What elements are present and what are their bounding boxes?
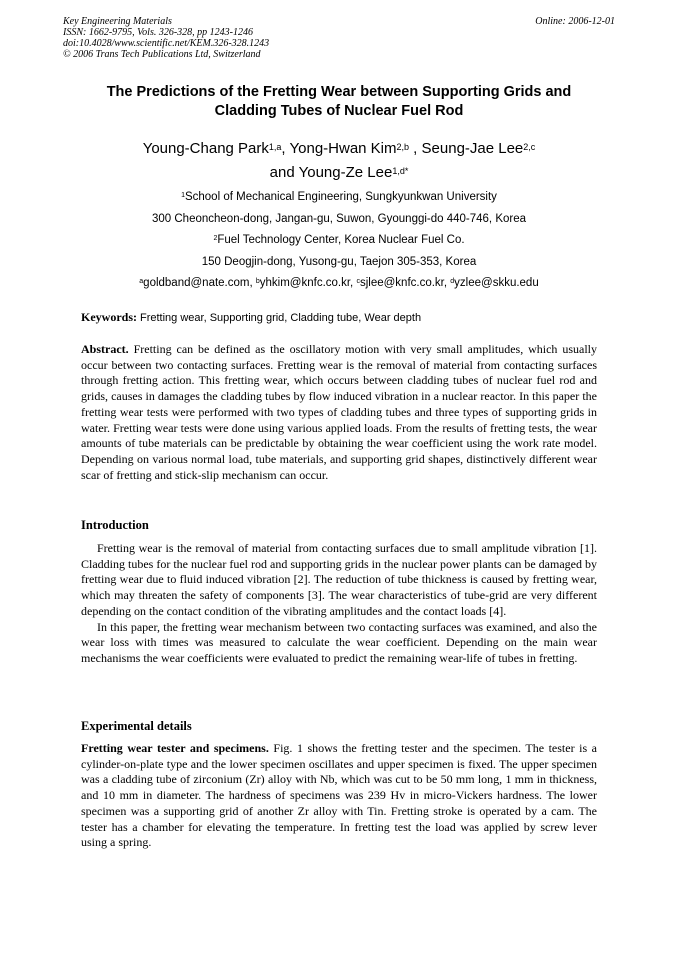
email-marker: b — [255, 278, 260, 285]
experimental-heading: Experimental details — [81, 719, 192, 733]
journal-name: Key Engineering Materials — [63, 16, 172, 27]
abstract — [81, 342, 597, 483]
author-name: Yong-Hwan Kim — [289, 140, 397, 157]
email-line — [60, 273, 618, 295]
author-superscript: 1,d* — [392, 166, 409, 176]
address-2: 150 Deogjin-dong, Yusong-gu, Taejon 305-353, Korea — [201, 255, 477, 268]
email-marker: a — [139, 278, 144, 285]
author-superscript: 2,b — [396, 142, 410, 152]
experimental-lead: Fretting wear tester and specimens. — [81, 741, 269, 755]
address-1: 300 Cheoncheon-dong, Jangan-gu, Suwon, Gyounggi-do 440-746, Korea — [151, 212, 527, 225]
author-list — [60, 137, 618, 185]
email-link[interactable]: sjlee@knfc.co.kr, — [359, 277, 448, 289]
journal-header — [63, 16, 269, 60]
abstract-text: Fretting can be defined as the oscillatory motion with very small amplitudes, which usually occur between two contacting surfaces. Fretting wear is the removal of material from contacting surfaces through fretting action. This fretting wear, which occurs between cladding tubes of nuclear fuel rod and grids, causes in damages the cladding tubes by flow induced vibration in a nuclear reactor. In this paper the fretting wear tests were performed with two types of cladding tubes and three types of supporting grids in water. Fretting wear tests were done using various applied loads. From the results of fretting tests, the wear amounts of tube materials can be predictable by obtaining the wear coefficient using the work rate model. Depending on various normal load, tube materials, and supporting grid shapes, distinctively different wear scar of fretting and stick-slip mechanism can occur. — [81, 342, 598, 482]
author-name: Seung-Jae Lee — [421, 140, 524, 157]
author-line-1: Young-Chang Park$^{1,a}$, Yong-Hwan Kim$^{2,b}$ , Seung-Jae Lee$^{2,c}$ — [142, 140, 536, 157]
email-link[interactable]: yzlee@skku.edu — [454, 277, 539, 289]
keywords-label: Keywords: — [81, 310, 137, 324]
affiliation-text: School of Mechanical Engineering, Sungkyunkwan University — [184, 191, 497, 203]
doi-line: doi:10.4028/www.scientific.net/KEM.326-328.1243 — [63, 38, 270, 49]
introduction-heading: Introduction — [81, 518, 149, 532]
title-line-2: Cladding Tubes of Nuclear Fuel Rod — [214, 103, 464, 119]
experimental-body — [81, 741, 597, 851]
affiliation-2 — [60, 230, 618, 252]
issn-line: ISSN: 1662-9795, Vols. 326-328, pp 1243-1246 — [63, 27, 253, 38]
paper-title — [60, 83, 618, 121]
email-link[interactable]: yhkim@knfc.co.kr, — [259, 277, 354, 289]
author-superscript: 2,c — [523, 142, 536, 152]
introduction-body — [81, 541, 597, 667]
author-conjunction: and — [269, 164, 295, 181]
keywords — [81, 310, 601, 325]
author-name: Young-Ze Lee — [298, 164, 393, 181]
introduction-paragraph-1: Fretting wear is the removal of material from contacting surfaces due to small amplitude vibration [1]. Cladding tubes for the nuclear fuel rod and supporting grids in the nuclear power plants can be damaged by fretting wear due to fluid induced vibration [2]. The reduction of tube thickness is caused by fretting wear, which may threaten the safety of components [3]. The wear characteristics of tube-grid are very different depending on the contact condition of the vibrating amplitudes and the contact loads [4]. — [81, 541, 597, 618]
title-line-1: The Predictions of the Fretting Wear between Supporting Grids and — [106, 84, 572, 100]
experimental-text: Fig. 1 shows the fretting tester and the specimen. The tester is a cylinder-on-plate type and the lower specimen oscillates and upper specimen is fixed. The upper specimen was a cladding tube of zirconium (Zr) alloy with Nb, which was cut to be 50 mm long, 1 mm in thickness, and 10 mm in diameter. The hardness of specimens was 239 Hv in micro-Vickers hardness. The lower specimen was a supporting grid of another Zr alloy with Tin. Fretting stroke is operated by a cam. The tester has a chamber for elevating the temperature. In fretting test the load was applied by screw lever using a spring. — [81, 741, 598, 850]
keywords-text: Fretting wear, Supporting grid, Cladding tube, Wear depth — [140, 312, 422, 324]
email-marker: c — [356, 278, 360, 285]
email-marker: d — [450, 278, 455, 285]
affiliation-text: Fuel Technology Center, Korea Nuclear Fuel Co. — [217, 234, 465, 246]
affiliation-1 — [60, 187, 618, 209]
author-superscript: 1,a — [268, 142, 282, 152]
affiliation-marker: 2 — [213, 235, 218, 242]
introduction-paragraph-2: In this paper, the fretting wear mechanism between two contacting surfaces was examined, and also the wear loss with times was measured to calculate the wear coefficient. Depending on the main wear mechanisms the wear coefficients were evaluated to predict the remaining wear-life of tubes in fretting. — [81, 619, 597, 665]
author-line-2 — [60, 161, 618, 185]
email-link[interactable]: goldband@nate.com, — [143, 277, 253, 289]
affiliation-marker: 1 — [181, 192, 185, 199]
author-name: Young-Chang Park — [142, 140, 269, 157]
copyright-line: © 2006 Trans Tech Publications Ltd, Switzerland — [63, 49, 261, 60]
online-date: Online: 2006-12-01 — [535, 16, 615, 27]
abstract-label: Abstract. — [81, 342, 129, 356]
affiliations — [60, 187, 618, 295]
